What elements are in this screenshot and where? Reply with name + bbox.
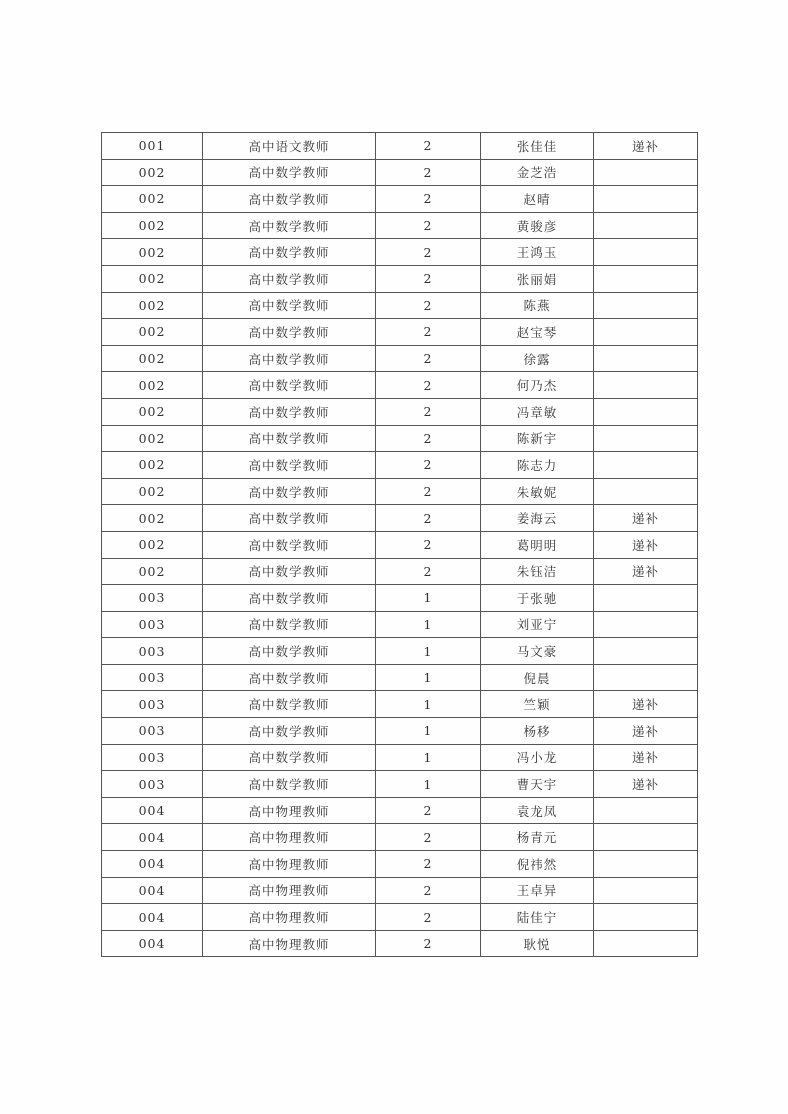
note-cell (594, 585, 698, 612)
table-row (102, 186, 698, 213)
position-cell: 高中数学教师 (203, 372, 376, 399)
note-cell (594, 851, 698, 878)
table-row (102, 611, 698, 638)
job-code-cell: 003 (102, 718, 203, 745)
candidate-name-cell: 赵宝琴 (481, 319, 594, 346)
candidate-name-cell: 杨移 (481, 718, 594, 745)
note-cell (594, 824, 698, 851)
position-cell: 高中数学教师 (203, 265, 376, 292)
note-cell (594, 478, 698, 505)
quota-cell: 2 (376, 159, 481, 186)
job-code-cell: 002 (102, 159, 203, 186)
note-cell: 递补 (594, 691, 698, 718)
candidate-name-cell: 于张驰 (481, 585, 594, 612)
table-row (102, 824, 698, 851)
table-row (102, 691, 698, 718)
candidate-name-cell: 徐露 (481, 345, 594, 372)
position-cell: 高中数学教师 (203, 505, 376, 532)
candidate-name-cell: 袁龙凤 (481, 797, 594, 824)
position-cell: 高中数学教师 (203, 718, 376, 745)
note-cell (594, 452, 698, 479)
quota-cell: 2 (376, 133, 481, 160)
candidate-name-cell: 倪晨 (481, 664, 594, 691)
job-code-cell: 002 (102, 292, 203, 319)
note-cell (594, 186, 698, 213)
job-code-cell: 003 (102, 771, 203, 798)
quota-cell: 2 (376, 930, 481, 957)
table-row (102, 558, 698, 585)
quota-cell: 2 (376, 425, 481, 452)
position-cell: 高中数学教师 (203, 664, 376, 691)
position-cell: 高中数学教师 (203, 691, 376, 718)
candidate-name-cell: 冯章敏 (481, 398, 594, 425)
job-code-cell: 002 (102, 239, 203, 266)
job-code-cell: 003 (102, 744, 203, 771)
candidate-table-body (102, 133, 698, 957)
position-cell: 高中数学教师 (203, 186, 376, 213)
job-code-cell: 002 (102, 425, 203, 452)
table-row (102, 212, 698, 239)
quota-cell: 1 (376, 744, 481, 771)
candidate-name-cell: 葛明明 (481, 531, 594, 558)
candidate-name-cell: 刘亚宁 (481, 611, 594, 638)
note-cell: 递补 (594, 771, 698, 798)
table-row (102, 319, 698, 346)
table-row (102, 930, 698, 957)
table-row (102, 771, 698, 798)
candidate-table (101, 132, 698, 957)
quota-cell: 2 (376, 345, 481, 372)
table-row (102, 531, 698, 558)
candidate-name-cell: 杨青元 (481, 824, 594, 851)
position-cell: 高中数学教师 (203, 212, 376, 239)
table-row (102, 133, 698, 160)
job-code-cell: 002 (102, 186, 203, 213)
position-cell: 高中数学教师 (203, 744, 376, 771)
quota-cell: 2 (376, 478, 481, 505)
job-code-cell: 002 (102, 558, 203, 585)
table-row (102, 452, 698, 479)
quota-cell: 2 (376, 239, 481, 266)
note-cell (594, 398, 698, 425)
job-code-cell: 003 (102, 664, 203, 691)
table-row (102, 292, 698, 319)
table-row (102, 718, 698, 745)
job-code-cell: 002 (102, 265, 203, 292)
job-code-cell: 002 (102, 505, 203, 532)
note-cell (594, 664, 698, 691)
quota-cell: 2 (376, 372, 481, 399)
job-code-cell: 003 (102, 691, 203, 718)
position-cell: 高中数学教师 (203, 425, 376, 452)
table-row (102, 851, 698, 878)
table-row (102, 744, 698, 771)
position-cell: 高中数学教师 (203, 585, 376, 612)
job-code-cell: 002 (102, 531, 203, 558)
job-code-cell: 002 (102, 398, 203, 425)
candidate-name-cell: 陈新宇 (481, 425, 594, 452)
job-code-cell: 004 (102, 824, 203, 851)
position-cell: 高中物理教师 (203, 930, 376, 957)
note-cell (594, 797, 698, 824)
position-cell: 高中物理教师 (203, 851, 376, 878)
candidate-name-cell: 耿悦 (481, 930, 594, 957)
quota-cell: 2 (376, 212, 481, 239)
candidate-name-cell: 竺颖 (481, 691, 594, 718)
job-code-cell: 004 (102, 877, 203, 904)
quota-cell: 2 (376, 452, 481, 479)
job-code-cell: 002 (102, 345, 203, 372)
table-row (102, 398, 698, 425)
note-cell (594, 372, 698, 399)
candidate-name-cell: 张佳佳 (481, 133, 594, 160)
table-row (102, 478, 698, 505)
quota-cell: 2 (376, 877, 481, 904)
job-code-cell: 003 (102, 611, 203, 638)
table-row (102, 265, 698, 292)
candidate-name-cell: 王卓异 (481, 877, 594, 904)
candidate-name-cell: 朱敏妮 (481, 478, 594, 505)
quota-cell: 2 (376, 851, 481, 878)
quota-cell: 2 (376, 265, 481, 292)
position-cell: 高中数学教师 (203, 319, 376, 346)
position-cell: 高中数学教师 (203, 531, 376, 558)
note-cell: 递补 (594, 744, 698, 771)
table-row (102, 585, 698, 612)
table-row (102, 425, 698, 452)
note-cell (594, 239, 698, 266)
note-cell: 递补 (594, 558, 698, 585)
quota-cell: 2 (376, 319, 481, 346)
job-code-cell: 001 (102, 133, 203, 160)
quota-cell: 1 (376, 664, 481, 691)
table-row (102, 797, 698, 824)
candidate-name-cell: 朱钰洁 (481, 558, 594, 585)
note-cell (594, 345, 698, 372)
quota-cell: 2 (376, 824, 481, 851)
candidate-name-cell: 黄骏彦 (481, 212, 594, 239)
note-cell (594, 212, 698, 239)
note-cell (594, 292, 698, 319)
position-cell: 高中数学教师 (203, 398, 376, 425)
quota-cell: 2 (376, 292, 481, 319)
quota-cell: 2 (376, 797, 481, 824)
job-code-cell: 003 (102, 638, 203, 665)
quota-cell: 1 (376, 771, 481, 798)
quota-cell: 2 (376, 531, 481, 558)
note-cell: 递补 (594, 531, 698, 558)
candidate-name-cell: 姜海云 (481, 505, 594, 532)
position-cell: 高中数学教师 (203, 159, 376, 186)
quota-cell: 1 (376, 638, 481, 665)
position-cell: 高中数学教师 (203, 611, 376, 638)
candidate-name-cell: 倪祎然 (481, 851, 594, 878)
position-cell: 高中数学教师 (203, 478, 376, 505)
note-cell (594, 930, 698, 957)
candidate-name-cell: 何乃杰 (481, 372, 594, 399)
quota-cell: 2 (376, 558, 481, 585)
table-row (102, 664, 698, 691)
position-cell: 高中物理教师 (203, 877, 376, 904)
candidate-name-cell: 金芝浩 (481, 159, 594, 186)
position-cell: 高中数学教师 (203, 638, 376, 665)
note-cell (594, 611, 698, 638)
job-code-cell: 002 (102, 452, 203, 479)
table-row (102, 239, 698, 266)
position-cell: 高中数学教师 (203, 292, 376, 319)
candidate-name-cell: 王鸿玉 (481, 239, 594, 266)
table-row (102, 505, 698, 532)
job-code-cell: 004 (102, 851, 203, 878)
job-code-cell: 004 (102, 797, 203, 824)
quota-cell: 2 (376, 186, 481, 213)
job-code-cell: 004 (102, 930, 203, 957)
table-row (102, 904, 698, 931)
table-row (102, 372, 698, 399)
position-cell: 高中物理教师 (203, 797, 376, 824)
table-row (102, 638, 698, 665)
table-row (102, 345, 698, 372)
position-cell: 高中数学教师 (203, 452, 376, 479)
candidate-name-cell: 曹天宇 (481, 771, 594, 798)
position-cell: 高中物理教师 (203, 904, 376, 931)
note-cell (594, 159, 698, 186)
table-row (102, 877, 698, 904)
quota-cell: 1 (376, 611, 481, 638)
position-cell: 高中数学教师 (203, 239, 376, 266)
job-code-cell: 002 (102, 478, 203, 505)
candidate-name-cell: 赵晴 (481, 186, 594, 213)
candidate-name-cell: 陈志力 (481, 452, 594, 479)
quota-cell: 2 (376, 904, 481, 931)
job-code-cell: 003 (102, 585, 203, 612)
quota-cell: 2 (376, 505, 481, 532)
position-cell: 高中物理教师 (203, 824, 376, 851)
note-cell (594, 877, 698, 904)
position-cell: 高中语文教师 (203, 133, 376, 160)
note-cell (594, 265, 698, 292)
candidate-name-cell: 陈燕 (481, 292, 594, 319)
quota-cell: 1 (376, 585, 481, 612)
note-cell: 递补 (594, 505, 698, 532)
note-cell (594, 319, 698, 346)
job-code-cell: 002 (102, 372, 203, 399)
quota-cell: 1 (376, 718, 481, 745)
job-code-cell: 002 (102, 212, 203, 239)
quota-cell: 1 (376, 691, 481, 718)
candidate-name-cell: 冯小龙 (481, 744, 594, 771)
job-code-cell: 004 (102, 904, 203, 931)
position-cell: 高中数学教师 (203, 345, 376, 372)
note-cell: 递补 (594, 718, 698, 745)
note-cell (594, 638, 698, 665)
note-cell (594, 425, 698, 452)
note-cell: 递补 (594, 133, 698, 160)
quota-cell: 2 (376, 398, 481, 425)
position-cell: 高中数学教师 (203, 558, 376, 585)
position-cell: 高中数学教师 (203, 771, 376, 798)
candidate-name-cell: 马文豪 (481, 638, 594, 665)
table-row (102, 159, 698, 186)
candidate-name-cell: 陆佳宁 (481, 904, 594, 931)
job-code-cell: 002 (102, 319, 203, 346)
note-cell (594, 904, 698, 931)
candidate-name-cell: 张丽娟 (481, 265, 594, 292)
